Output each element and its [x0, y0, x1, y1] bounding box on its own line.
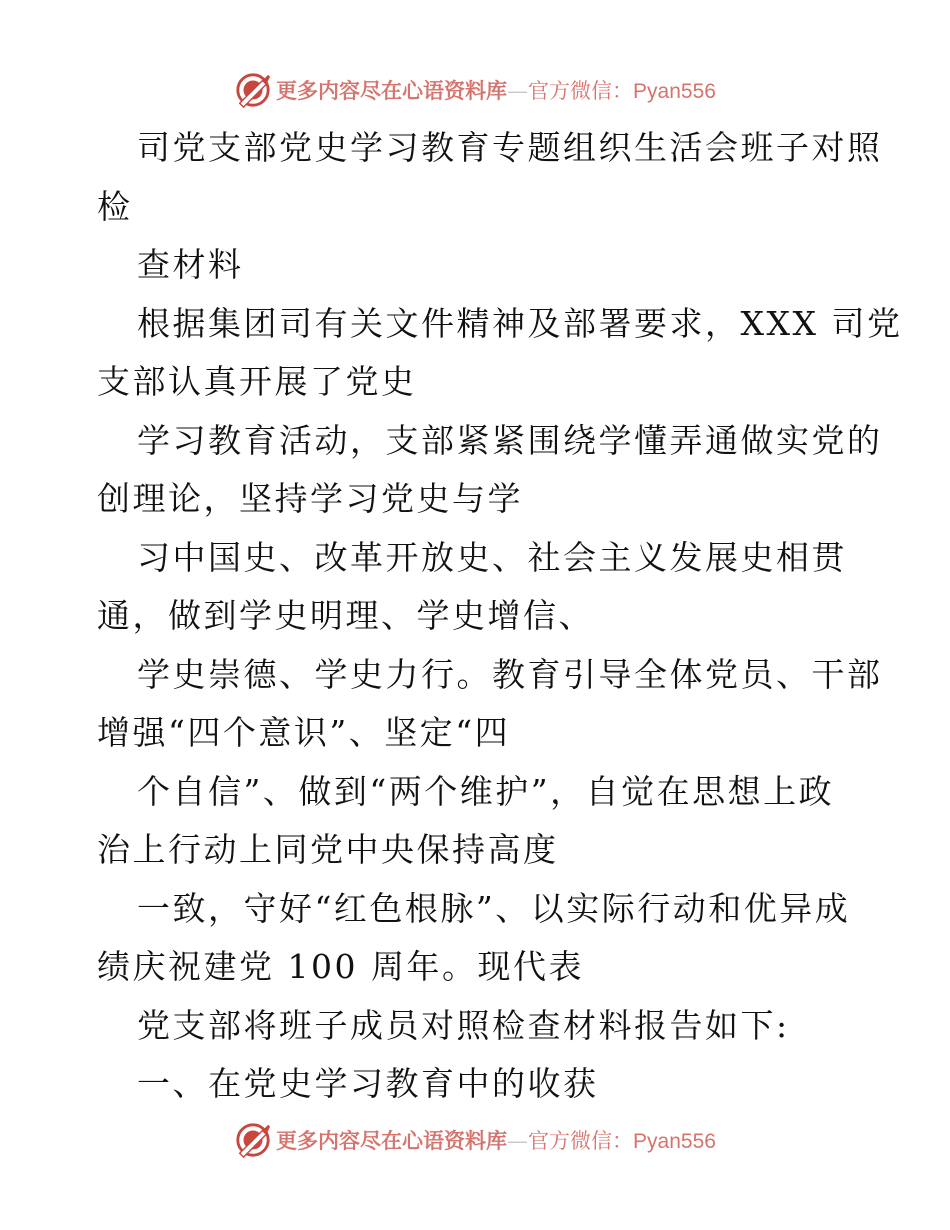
text-line: 司党支部党史学习教育专题组织生活会班子对照	[137, 128, 883, 167]
banner-text	[276, 75, 716, 105]
text-line: 检	[97, 186, 133, 226]
text-line: 查材料	[137, 245, 244, 284]
footer-banner	[0, 1118, 950, 1162]
banner-separator: —	[507, 79, 529, 103]
banner-lead: 更多内容尽在心语资料库	[276, 78, 508, 103]
text-line: 增强“四个意识”、坚定“四	[97, 713, 511, 752]
header-banner	[0, 68, 950, 112]
text-line: 习中国史、改革开放史、社会主义发展史相贯	[137, 537, 847, 577]
text-line: 学史崇德、学史力行。教育引导全体党员、干部	[137, 654, 883, 694]
banner-text	[276, 1125, 716, 1155]
banner-wechat-id: Pyan556	[633, 1130, 716, 1153]
text-line: 通，做到学史明理、学史增信、	[97, 596, 594, 635]
pen-logo-icon	[234, 1121, 272, 1159]
text-line: 学习教育活动，支部紧紧围绕学懂弄通做实党的	[137, 420, 883, 460]
banner-wechat-id: Pyan556	[633, 80, 716, 103]
banner-label: 官方微信：	[528, 79, 634, 103]
document-body	[97, 119, 903, 1114]
banner-lead: 更多内容尽在心语资料库	[276, 1128, 508, 1153]
banner-label: 官方微信：	[528, 1129, 634, 1153]
text-line: 根据集团司有关文件精神及部署要求，XXX 司党	[137, 303, 903, 343]
pen-logo-icon	[234, 71, 272, 109]
text-line: 支部认真开展了党史	[97, 362, 417, 401]
text-line: 一、在党史学习教育中的收获	[137, 1064, 599, 1103]
text-line: 党支部将班子成员对照检查材料报告如下:	[137, 1005, 790, 1045]
text-line: 创理论，坚持学习党史与学	[97, 479, 523, 518]
text-line: 一致，守好“红色根脉”、以实际行动和优异成	[137, 888, 851, 928]
text-line: 绩庆祝建党 100 周年。现代表	[97, 947, 584, 986]
banner-separator: —	[507, 1129, 529, 1153]
text-line: 治上行动上同党中央保持高度	[97, 830, 559, 869]
text-line: 个自信”、做到“两个维护”，自觉在思想上政	[137, 771, 835, 811]
